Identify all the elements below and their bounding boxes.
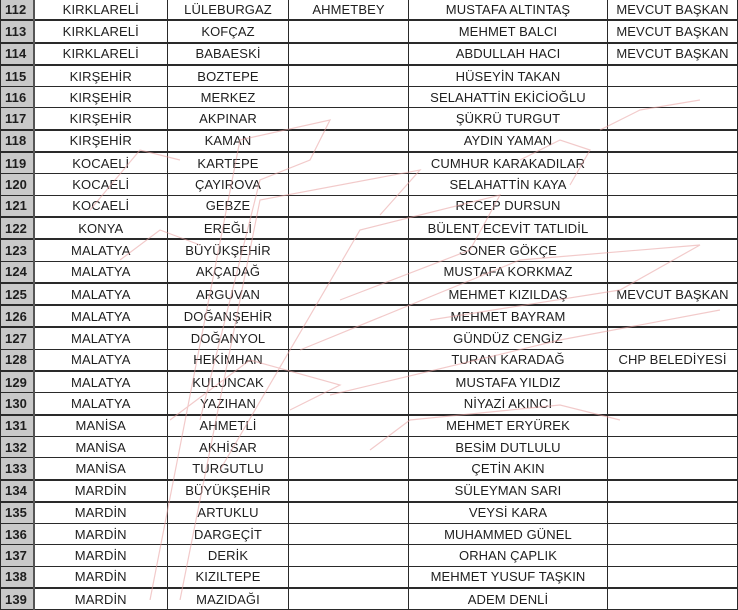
table-row: [1, 195, 738, 217]
town-cell[interactable]: [289, 588, 409, 610]
province-cell[interactable]: MARDİN: [34, 545, 168, 566]
district-cell[interactable]: DARGEÇİT: [168, 524, 289, 545]
row-number-cell[interactable]: 124: [1, 261, 34, 283]
province-cell[interactable]: KIRKLARELİ: [34, 0, 168, 20]
note-cell[interactable]: MEVCUT BAŞKAN: [608, 283, 738, 305]
province-cell[interactable]: KOCAELİ: [34, 195, 168, 217]
province-cell[interactable]: MANİSA: [34, 436, 168, 457]
town-cell[interactable]: [289, 108, 409, 130]
district-cell[interactable]: KOFÇAZ: [168, 20, 289, 42]
town-cell[interactable]: [289, 393, 409, 415]
province-cell[interactable]: MALATYA: [34, 393, 168, 415]
table-row: [1, 458, 738, 480]
note-cell[interactable]: [608, 415, 738, 437]
town-cell[interactable]: [289, 152, 409, 174]
district-cell[interactable]: LÜLEBURGAZ: [168, 0, 289, 20]
province-cell[interactable]: KONYA: [34, 217, 168, 239]
note-cell[interactable]: CHP BELEDİYESİ: [608, 349, 738, 371]
table-body: [1, 0, 738, 610]
table-row: [1, 65, 738, 87]
province-cell[interactable]: MANİSA: [34, 458, 168, 480]
candidate-cell[interactable]: GÜNDÜZ CENGİZ: [409, 327, 608, 349]
candidate-cell[interactable]: ORHAN ÇAPLIK: [409, 545, 608, 566]
candidate-cell[interactable]: SELAHATTİN EKİCİOĞLU: [409, 87, 608, 108]
town-cell[interactable]: [289, 349, 409, 371]
row-number-cell[interactable]: 115: [1, 65, 34, 87]
candidate-cell[interactable]: MEHMET BALCI: [409, 20, 608, 42]
town-cell[interactable]: [289, 174, 409, 195]
table-row: [1, 130, 738, 152]
town-cell[interactable]: [289, 524, 409, 545]
note-cell[interactable]: [608, 239, 738, 261]
district-cell[interactable]: TURGUTLU: [168, 458, 289, 480]
candidate-cell[interactable]: CUMHUR KARAKADILAR: [409, 152, 608, 174]
district-cell[interactable]: MERKEZ: [168, 87, 289, 108]
note-cell[interactable]: [608, 371, 738, 393]
candidate-cell[interactable]: MUHAMMED GÜNEL: [409, 524, 608, 545]
town-cell[interactable]: [289, 458, 409, 480]
province-cell[interactable]: MARDİN: [34, 480, 168, 502]
row-number-cell[interactable]: 134: [1, 480, 34, 502]
row-number-cell[interactable]: 127: [1, 327, 34, 349]
row-number-cell[interactable]: 114: [1, 43, 34, 65]
note-cell[interactable]: [608, 305, 738, 327]
candidate-cell[interactable]: MUSTAFA YILDIZ: [409, 371, 608, 393]
candidate-cell[interactable]: BESİM DUTLULU: [409, 436, 608, 457]
table-row: [1, 502, 738, 524]
town-cell[interactable]: [289, 327, 409, 349]
province-cell[interactable]: MALATYA: [34, 283, 168, 305]
town-cell[interactable]: [289, 371, 409, 393]
district-cell[interactable]: DERİK: [168, 545, 289, 566]
district-cell[interactable]: DOĞANYOL: [168, 327, 289, 349]
note-cell[interactable]: MEVCUT BAŞKAN: [608, 43, 738, 65]
note-cell[interactable]: [608, 130, 738, 152]
table-row: [1, 20, 738, 42]
district-cell[interactable]: BÜYÜKŞEHİR: [168, 239, 289, 261]
district-cell[interactable]: GEBZE: [168, 195, 289, 217]
note-cell[interactable]: MEVCUT BAŞKAN: [608, 20, 738, 42]
town-cell[interactable]: [289, 436, 409, 457]
province-cell[interactable]: MARDİN: [34, 502, 168, 524]
district-cell[interactable]: AKPINAR: [168, 108, 289, 130]
table-row: [1, 108, 738, 130]
note-cell[interactable]: [608, 393, 738, 415]
table-row: [1, 545, 738, 566]
table-row: [1, 588, 738, 610]
note-cell[interactable]: [608, 87, 738, 108]
province-cell[interactable]: MALATYA: [34, 349, 168, 371]
district-cell[interactable]: EREĞLİ: [168, 217, 289, 239]
candidate-cell[interactable]: MEHMET KIZILDAŞ: [409, 283, 608, 305]
candidate-cell[interactable]: MEHMET ERYÜREK: [409, 415, 608, 437]
row-number-cell[interactable]: 116: [1, 87, 34, 108]
candidate-cell[interactable]: RECEP DURSUN: [409, 195, 608, 217]
table-row: [1, 261, 738, 283]
note-cell[interactable]: [608, 195, 738, 217]
row-number-cell[interactable]: 123: [1, 239, 34, 261]
row-number-cell[interactable]: 126: [1, 305, 34, 327]
table-row: [1, 393, 738, 415]
table-row: [1, 371, 738, 393]
candidate-cell[interactable]: VEYSİ KARA: [409, 502, 608, 524]
candidate-cell[interactable]: TURAN KARADAĞ: [409, 349, 608, 371]
candidate-cell[interactable]: ADEM DENLİ: [409, 588, 608, 610]
candidate-cell[interactable]: BÜLENT ECEVİT TATLIDİL: [409, 217, 608, 239]
town-cell[interactable]: [289, 566, 409, 588]
district-cell[interactable]: DOĞANŞEHİR: [168, 305, 289, 327]
town-cell[interactable]: [289, 239, 409, 261]
row-number-cell[interactable]: 133: [1, 458, 34, 480]
candidate-cell[interactable]: ŞÜKRÜ TURGUT: [409, 108, 608, 130]
row-number-cell[interactable]: 135: [1, 502, 34, 524]
row-number-cell[interactable]: 137: [1, 545, 34, 566]
note-cell[interactable]: [608, 436, 738, 457]
town-cell[interactable]: [289, 502, 409, 524]
province-cell[interactable]: MALATYA: [34, 371, 168, 393]
table-row: [1, 327, 738, 349]
province-cell[interactable]: MALATYA: [34, 239, 168, 261]
province-cell[interactable]: MALATYA: [34, 305, 168, 327]
candidate-cell[interactable]: AYDIN YAMAN: [409, 130, 608, 152]
table-row: [1, 217, 738, 239]
note-cell[interactable]: [608, 65, 738, 87]
district-cell[interactable]: AKHİSAR: [168, 436, 289, 457]
province-cell[interactable]: KIRKLARELİ: [34, 43, 168, 65]
table-row: [1, 174, 738, 195]
province-cell[interactable]: KOCAELİ: [34, 174, 168, 195]
town-cell[interactable]: [289, 217, 409, 239]
note-cell[interactable]: [608, 108, 738, 130]
province-cell[interactable]: KOCAELİ: [34, 152, 168, 174]
note-cell[interactable]: [608, 545, 738, 566]
province-cell[interactable]: MANİSA: [34, 415, 168, 437]
row-number-cell[interactable]: 119: [1, 152, 34, 174]
town-cell[interactable]: [289, 65, 409, 87]
candidate-cell[interactable]: MEHMET BAYRAM: [409, 305, 608, 327]
district-cell[interactable]: KIZILTEPE: [168, 566, 289, 588]
table-row: [1, 480, 738, 502]
table-row: [1, 349, 738, 371]
candidate-cell[interactable]: NİYAZİ AKINCI: [409, 393, 608, 415]
town-cell[interactable]: [289, 43, 409, 65]
table-row: [1, 87, 738, 108]
note-cell[interactable]: [608, 174, 738, 195]
district-cell[interactable]: MAZIDAĞI: [168, 588, 289, 610]
district-cell[interactable]: BOZTEPE: [168, 65, 289, 87]
province-cell[interactable]: MARDİN: [34, 524, 168, 545]
note-cell[interactable]: [608, 217, 738, 239]
candidate-cell[interactable]: HÜSEYİN TAKAN: [409, 65, 608, 87]
table-row: [1, 436, 738, 457]
district-cell[interactable]: YAZIHAN: [168, 393, 289, 415]
province-cell[interactable]: KIRKLARELİ: [34, 20, 168, 42]
district-cell[interactable]: BÜYÜKŞEHİR: [168, 480, 289, 502]
district-cell[interactable]: ÇAYIROVA: [168, 174, 289, 195]
row-number-cell[interactable]: 112: [1, 0, 34, 20]
row-number-cell[interactable]: 136: [1, 524, 34, 545]
note-cell[interactable]: [608, 152, 738, 174]
table-row: [1, 415, 738, 437]
note-cell[interactable]: [608, 588, 738, 610]
row-number-cell[interactable]: 132: [1, 436, 34, 457]
district-cell[interactable]: ARGUVAN: [168, 283, 289, 305]
row-number-cell[interactable]: 113: [1, 20, 34, 42]
note-cell[interactable]: MEVCUT BAŞKAN: [608, 0, 738, 20]
province-cell[interactable]: KIRŞEHİR: [34, 87, 168, 108]
note-cell[interactable]: [608, 480, 738, 502]
note-cell[interactable]: [608, 327, 738, 349]
district-cell[interactable]: KAMAN: [168, 130, 289, 152]
row-number-cell[interactable]: 120: [1, 174, 34, 195]
table-row: [1, 0, 738, 20]
candidate-cell[interactable]: SONER GÖKÇE: [409, 239, 608, 261]
province-cell[interactable]: MALATYA: [34, 261, 168, 283]
row-number-cell[interactable]: 130: [1, 393, 34, 415]
table-row: [1, 152, 738, 174]
table-row: [1, 43, 738, 65]
province-cell[interactable]: KIRŞEHİR: [34, 130, 168, 152]
candidate-cell[interactable]: MEHMET YUSUF TAŞKIN: [409, 566, 608, 588]
town-cell[interactable]: [289, 480, 409, 502]
town-cell[interactable]: [289, 305, 409, 327]
province-cell[interactable]: KIRŞEHİR: [34, 65, 168, 87]
candidate-cell[interactable]: ÇETİN AKIN: [409, 458, 608, 480]
candidate-cell[interactable]: SÜLEYMAN SARI: [409, 480, 608, 502]
district-cell[interactable]: KARTEPE: [168, 152, 289, 174]
row-number-cell[interactable]: 122: [1, 217, 34, 239]
town-cell[interactable]: [289, 20, 409, 42]
row-number-cell[interactable]: 118: [1, 130, 34, 152]
district-cell[interactable]: HEKİMHAN: [168, 349, 289, 371]
district-cell[interactable]: BABAESKİ: [168, 43, 289, 65]
row-number-cell[interactable]: 129: [1, 371, 34, 393]
town-cell[interactable]: [289, 545, 409, 566]
note-cell[interactable]: [608, 502, 738, 524]
district-cell[interactable]: ARTUKLU: [168, 502, 289, 524]
town-cell[interactable]: [289, 261, 409, 283]
candidate-cell[interactable]: ABDULLAH HACI: [409, 43, 608, 65]
table-row: [1, 239, 738, 261]
note-cell[interactable]: [608, 524, 738, 545]
province-cell[interactable]: KIRŞEHİR: [34, 108, 168, 130]
row-number-cell[interactable]: 128: [1, 349, 34, 371]
town-cell[interactable]: [289, 130, 409, 152]
province-cell[interactable]: MALATYA: [34, 327, 168, 349]
town-cell[interactable]: [289, 415, 409, 437]
row-number-cell[interactable]: 131: [1, 415, 34, 437]
note-cell[interactable]: [608, 458, 738, 480]
candidate-cell[interactable]: MUSTAFA ALTINTAŞ: [409, 0, 608, 20]
district-cell[interactable]: AHMETLİ: [168, 415, 289, 437]
row-number-cell[interactable]: 138: [1, 566, 34, 588]
table-row: [1, 566, 738, 588]
candidate-cell[interactable]: MUSTAFA KORKMAZ: [409, 261, 608, 283]
town-cell[interactable]: AHMETBEY: [289, 0, 409, 20]
province-cell[interactable]: MARDİN: [34, 566, 168, 588]
note-cell[interactable]: [608, 261, 738, 283]
district-cell[interactable]: AKÇADAĞ: [168, 261, 289, 283]
town-cell[interactable]: [289, 195, 409, 217]
province-cell[interactable]: MARDİN: [34, 588, 168, 610]
table-row: [1, 283, 738, 305]
row-number-cell[interactable]: 125: [1, 283, 34, 305]
table-row: [1, 524, 738, 545]
note-cell[interactable]: [608, 566, 738, 588]
table-row: [1, 305, 738, 327]
row-number-cell[interactable]: 121: [1, 195, 34, 217]
district-cell[interactable]: KULUNCAK: [168, 371, 289, 393]
town-cell[interactable]: [289, 283, 409, 305]
row-number-cell[interactable]: 139: [1, 588, 34, 610]
row-number-cell[interactable]: 117: [1, 108, 34, 130]
town-cell[interactable]: [289, 87, 409, 108]
candidate-cell[interactable]: SELAHATTİN KAYA: [409, 174, 608, 195]
